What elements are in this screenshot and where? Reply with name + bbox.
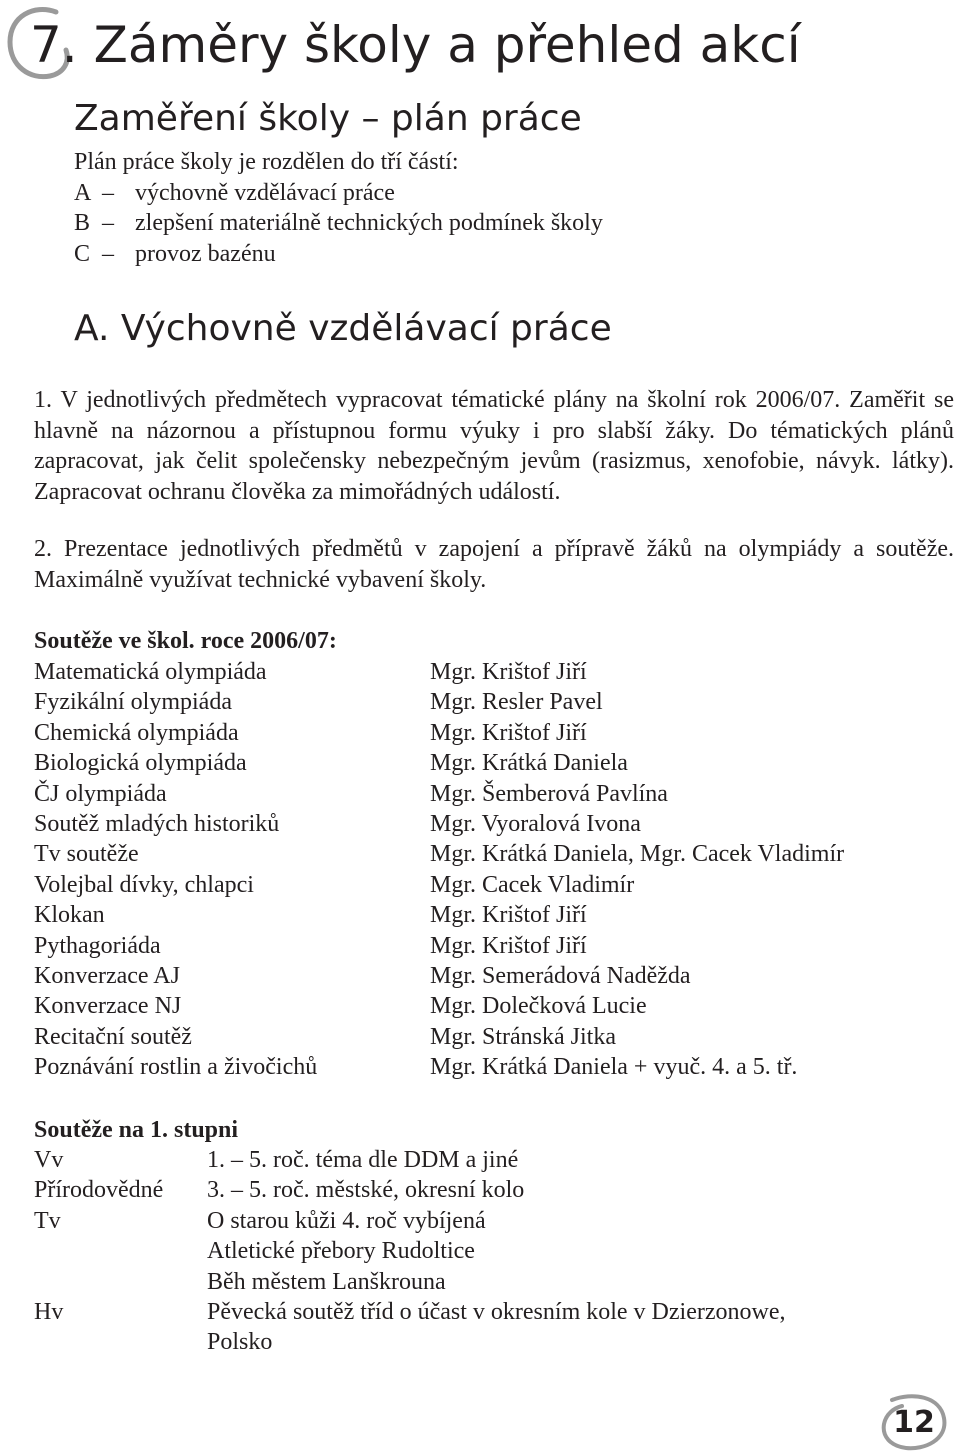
subsection-title: A. Výchovně vzdělávací práce [74,308,612,349]
first-level-subject [34,1327,163,1357]
point-paragraph: 1. V jednotlivých předmětech vypracovat tématické plány na školní rok 2006/07. Zaměřit se hlavně na názornou a přístupnou formu výuky i pro slabší žáky. Do tématických plánů zapracovat, jak čelit společensky nebezpečným jevům (rasizmus, xenofobie, návyk. látky). Zapracovat ochranu člověka za mimořádných událostí. [34,387,954,505]
page-number: 12 [893,1404,935,1440]
competition-teacher: Mgr. Semerádová Naděžda [430,962,691,989]
first-level-detail: Atletické přebory Rudoltice [207,1238,475,1265]
competitions-names [34,657,317,1082]
first-level-subject: Tv [34,1207,61,1234]
competitions-teachers [430,657,844,1082]
competition-name: Poznávání rostlin a živočichů [34,1054,318,1081]
competition-teacher: Mgr. Krištof Jiří [430,659,587,685]
competitions-heading: Soutěže ve škol. roce 2006/07: [34,628,337,654]
intro-item: A – výchovně vzdělávací práce [74,179,395,206]
chapter-title: 7. Záměry školy a přehled akcí [30,16,801,74]
competition-name: Konverzace NJ [34,993,182,1020]
intro-block [74,147,603,269]
intro-item: C – provoz bazénu [74,240,276,267]
first-level-subject: Přírodovědné [34,1177,164,1204]
competition-teacher: Mgr. Šemberová Pavlína [430,780,668,807]
competition-name: Konverzace AJ [34,962,180,989]
competition-teacher: Mgr. Krátká Daniela [430,750,628,777]
first-level-subject [34,1267,163,1297]
competition-teacher: Mgr. Vyoralová Ivona [430,810,641,837]
competition-name: Tv soutěže [34,841,139,868]
first-level-subject [34,1236,163,1266]
competition-teacher: Mgr. Krištof Jiří [430,719,587,746]
competition-teacher: Mgr. Dolečková Lucie [430,993,647,1020]
competition-name: Recitační soutěž [34,1023,192,1050]
competition-name: Matematická olympiáda [34,659,267,685]
first-level-detail: Polsko [207,1329,273,1356]
competition-name: Volejbal dívky, chlapci [34,871,254,898]
first-level-heading: Soutěže na 1. stupni [34,1117,239,1143]
intro-lead: Plán práce školy je rozdělen do tří částí: [74,149,459,175]
competition-name: Soutěž mladých historiků [34,810,280,837]
section-title: Zaměření školy – plán práce [74,98,582,139]
first-level-subject: Hv [34,1298,64,1325]
first-level-subjects [34,1145,163,1358]
first-level-details [207,1145,785,1358]
point-paragraph: 2. Prezentace jednotlivých předmětů v zapojení a přípravě žáků na olympiády a soutěže. Maximálně využívat technické vybavení školy. [34,536,954,593]
first-level-detail: 1. – 5. roč. téma dle DDM a jiné [207,1147,519,1173]
first-level-detail: 3. – 5. roč. městské, okresní kolo [207,1177,525,1204]
competition-name: Fyzikální olympiáda [34,689,232,716]
competition-teacher: Mgr. Stránská Jitka [430,1023,616,1050]
intro-item: B – zlepšení materiálně technických podmínek školy [74,210,603,236]
competition-teacher: Mgr. Krátká Daniela + vyuč. 4. a 5. tř. [430,1054,798,1081]
competition-teacher: Mgr. Resler Pavel [430,689,603,716]
competition-name: Pythagoriáda [34,932,161,959]
first-level-detail: O starou kůži 4. roč vybíjená [207,1207,486,1234]
competition-teacher: Mgr. Krištof Jiří [430,932,587,959]
first-level-detail: Běh městem Lanškrouna [207,1268,446,1295]
competition-name: Biologická olympiáda [34,750,247,777]
first-level-detail: Pěvecká soutěž tříd o účast v okresním kole v Dzierzonowe, [207,1298,786,1325]
competition-name: Chemická olympiáda [34,719,239,746]
competition-teacher: Mgr. Cacek Vladimír [430,871,635,898]
page-number-badge [878,1392,950,1452]
competition-teacher: Mgr. Krátká Daniela, Mgr. Cacek Vladimír [430,841,845,868]
competition-teacher: Mgr. Krištof Jiří [430,902,587,929]
competition-name: Klokan [34,902,105,929]
competition-name: ČJ olympiáda [34,780,167,807]
first-level-subject: Vv [34,1147,64,1173]
